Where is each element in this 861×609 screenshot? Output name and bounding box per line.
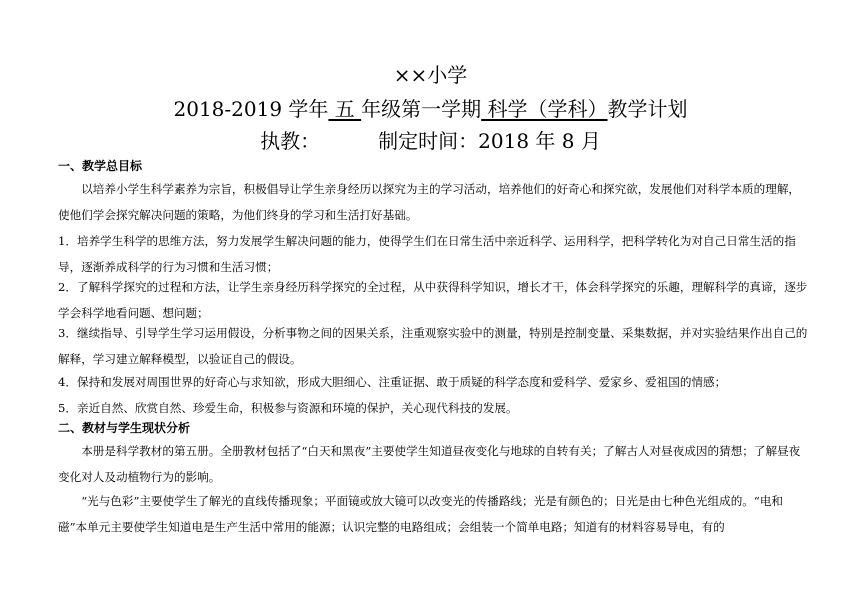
plan-grade: 五 (328, 97, 362, 121)
analysis-paragraph-1: 本册是科学教材的第五册。全册教材包括了“白天和黑夜”主要使学生知道昼夜变化与地球的自转有关；了解古人对昼夜成因的猜想；了解昼夜变化对人及动植物行为的影响。 (58, 444, 801, 484)
goal-item-4: 4．保持和发展对周围世界的好奇心与求知欲，形成大胆细心、注重证据、敢于质疑的科学态度和爱科学、爱家乡、爱祖国的情感； (58, 375, 727, 389)
goal-item-5: 5．亲近自然、欣赏自然、珍爱生命，积极参与资源和环境的保护，关心现代科技的发展。 (58, 401, 518, 415)
section-heading-goals: 一、教学总目标 (58, 159, 143, 173)
teacher-label: 执教： (260, 129, 321, 153)
plan-suffix: 教学计划 (607, 97, 688, 121)
plan-title (0, 96, 861, 122)
section-heading-analysis: 二、教材与学生现状分析 (58, 421, 191, 435)
analysis-paragraph-2: “光与色彩”主要使学生了解光的直线传播现象；平面镜或放大镜可以改变光的传播路线；光是有颜色的；日光是由七种色光组成的。“电和磁”本单元主要使学生知道电是生产生活中常用的能源；认识完整的电路组成；会组装一个简单电路；知道有的材料容易导电，有的 (58, 494, 784, 534)
plan-semester: 年级第一学期 (361, 97, 482, 121)
plan-year: 2018-2019 学年 (173, 97, 329, 121)
created-time: 制定时间：2018 年 8 月 (378, 129, 601, 153)
plan-subject: 科学（学科） (481, 97, 608, 121)
goals-intro: 以培养小学生科学素养为宗旨，积极倡导让学生亲身经历以探究为主的学习活动，培养他们的好奇心和探究欲，发展他们对科学本质的理解，使他们学会探究解决问题的策略，为他们终身的学习和生活打好基础。 (58, 182, 801, 222)
school-title: ××小学 (393, 63, 468, 87)
goal-item-2: 2．了解科学探究的过程和方法，让学生亲身经历科学探究的全过程，从中获得科学知识，增长才干，体会科学探究的乐趣，理解科学的真谛，逐步学会科学地看问题、想问题； (58, 280, 808, 320)
goal-item-1: 1．培养学生科学的思维方法，努力发展学生解决问题的能力，使得学生们在日常生活中亲近科学、运用科学，把科学转化为对自己日常生活的指导，逐渐养成科学的行为习惯和生活习惯； (58, 234, 796, 274)
goal-item-3: 3．继续指导、引导学生学习运用假设，分析事物之间的因果关系，注重观察实验中的测量，特别是控制变量、采集数据，并对实验结果作出自己的解释，学习建立解释模型，以验证自己的假设。 (58, 326, 808, 366)
plan-meta (0, 128, 861, 154)
